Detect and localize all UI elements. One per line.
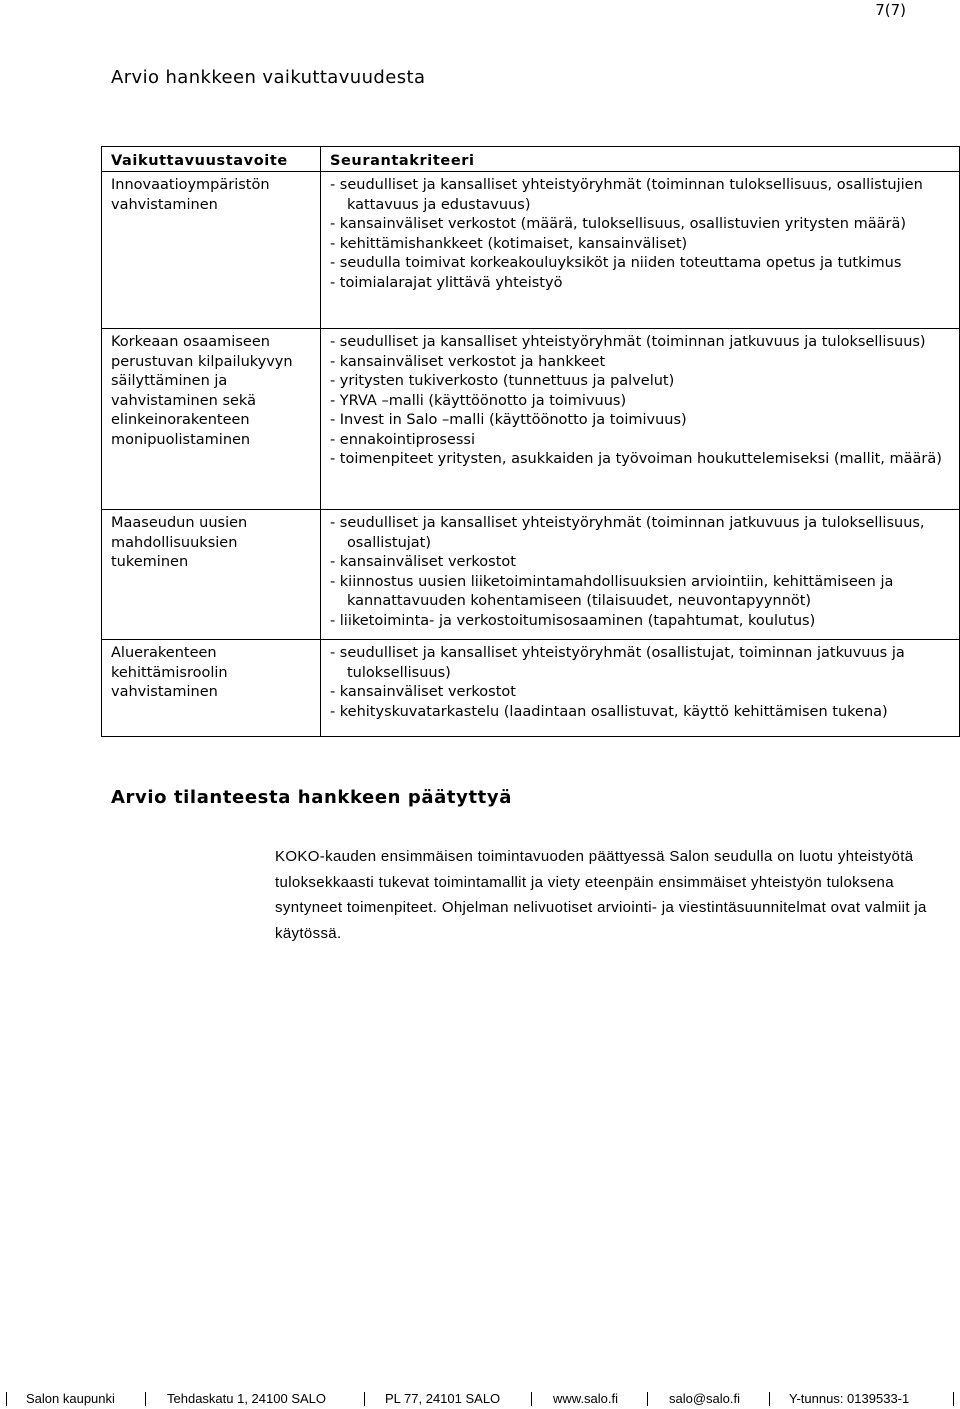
criteria-cell [320, 510, 959, 640]
status-summary-paragraph: KOKO-kauden ensimmäisen toimintavuoden päättyessä Salon seudulla on luotu yhteistyötä tuloksekkaasti tukevat toimintamallit ja viety eteenpäin ensimmäiset yhteistyön tuloksena syntyneet toimenpiteet. Ohjelman nelivuotiset arviointi- ja viestintäsuunnitelmat ovat valmiit ja käytössä. [275, 848, 927, 942]
criteria-item: - seudulliset ja kansalliset yhteistyöryhmät (osallistujat, toiminnan jatkuvuus ja tuloksellisuus) [330, 644, 951, 683]
table-row [102, 510, 960, 640]
goal-text: Korkeaan osaamiseen perustuvan kilpailukyvyn säilyttäminen ja vahvistaminen sekä elinkeinorakenteen monipuolistaminen [111, 334, 293, 448]
criteria-list [330, 172, 951, 301]
criteria-item: - toimialarajat ylittävä yhteistyö [330, 274, 951, 294]
footer-email[interactable]: salo@salo.fi [669, 1391, 741, 1406]
page-footer [0, 1390, 960, 1408]
criteria-item: - seudulliset ja kansalliset yhteistyöryhmät (toiminnan tuloksellisuus, osallistujien kattavuus ja edustavuus) [330, 176, 951, 215]
criteria-cell [320, 640, 959, 737]
footer-separator [769, 1392, 770, 1406]
criteria-item: - kiinnostus uusien liiketoimintamahdollisuuksien arviointiin, kehittämiseen ja kannattavuuden kohentamiseen (tilaisuudet, neuvontapyynnöt) [330, 573, 951, 612]
impact-section-heading: Arvio hankkeen vaikuttavuudesta [111, 67, 426, 88]
criteria-item: - liiketoiminta- ja verkostoitumisosaaminen (tapahtumat, koulutus) [330, 612, 951, 632]
goal-text: Maaseudun uusien mahdollisuuksien tukeminen [111, 515, 248, 570]
criteria-list [330, 640, 951, 730]
criteria-item: - seudulla toimivat korkeakouluyksiköt ja niiden toteuttama opetus ja tutkimus [330, 254, 951, 274]
footer-po-box: PL 77, 24101 SALO [385, 1391, 501, 1406]
footer-street-address: Tehdaskatu 1, 24100 SALO [167, 1391, 327, 1406]
goal-text: Innovaatioympäristön vahvistaminen [111, 177, 270, 213]
criteria-item: - seudulliset ja kansalliset yhteistyöryhmät (toiminnan jatkuvuus ja tuloksellisuus, osallistujat) [330, 514, 951, 553]
status-section-heading: Arvio tilanteesta hankkeen päätyttyä [111, 787, 512, 808]
footer-separator [6, 1392, 7, 1406]
footer-separator [647, 1392, 648, 1406]
criteria-item: - kehityskuvatarkastelu (laadintaan osallistuvat, käyttö kehittämisen tukena) [330, 703, 951, 723]
criteria-item: - kansainväliset verkostot ja hankkeet [330, 353, 951, 373]
table-row [102, 329, 960, 510]
page-number: 7(7) [875, 1, 906, 19]
criteria-item: - ennakointiprosessi [330, 431, 951, 451]
criteria-item: - YRVA –malli (käyttöönotto ja toimivuus) [330, 392, 951, 412]
criteria-item: - kansainväliset verkostot [330, 683, 951, 703]
goal-cell [102, 329, 321, 510]
criteria-item: - yritysten tukiverkosto (tunnettuus ja palvelut) [330, 372, 951, 392]
criteria-item: - kehittämishankkeet (kotimaiset, kansainväliset) [330, 235, 951, 255]
criteria-item: - Invest in Salo –malli (käyttöönotto ja toimivuus) [330, 411, 951, 431]
footer-separator [531, 1392, 532, 1406]
criteria-list [330, 329, 951, 478]
goal-cell [102, 510, 321, 640]
table-header-row [102, 147, 960, 172]
impact-table [101, 146, 960, 737]
criteria-item: - kansainväliset verkostot [330, 553, 951, 573]
criteria-item: - toimenpiteet yritysten, asukkaiden ja työvoiman houkuttelemiseksi (mallit, määrä) [330, 450, 951, 470]
criteria-item: - seudulliset ja kansalliset yhteistyöryhmät (toiminnan jatkuvuus ja tuloksellisuus) [330, 333, 951, 353]
table-row [102, 640, 960, 737]
criteria-column-header: Seurantakriteeri [320, 147, 959, 172]
criteria-cell [320, 329, 959, 510]
criteria-cell [320, 172, 959, 329]
criteria-list [330, 510, 951, 639]
criteria-item: - kansainväliset verkostot (määrä, tuloksellisuus, osallistuvien yritysten määrä) [330, 215, 951, 235]
goal-cell [102, 640, 321, 737]
goal-column-header: Vaikuttavuustavoite [102, 147, 321, 172]
footer-separator [953, 1392, 954, 1406]
footer-separator [145, 1392, 146, 1406]
footer-organization: Salon kaupunki [26, 1391, 115, 1406]
footer-website[interactable]: www.salo.fi [553, 1391, 619, 1406]
footer-business-id: Y-tunnus: 0139533-1 [789, 1391, 910, 1406]
table-row [102, 172, 960, 329]
goal-cell [102, 172, 321, 329]
goal-text: Aluerakenteen kehittämisroolin vahvistaminen [111, 645, 228, 700]
footer-separator [364, 1392, 365, 1406]
